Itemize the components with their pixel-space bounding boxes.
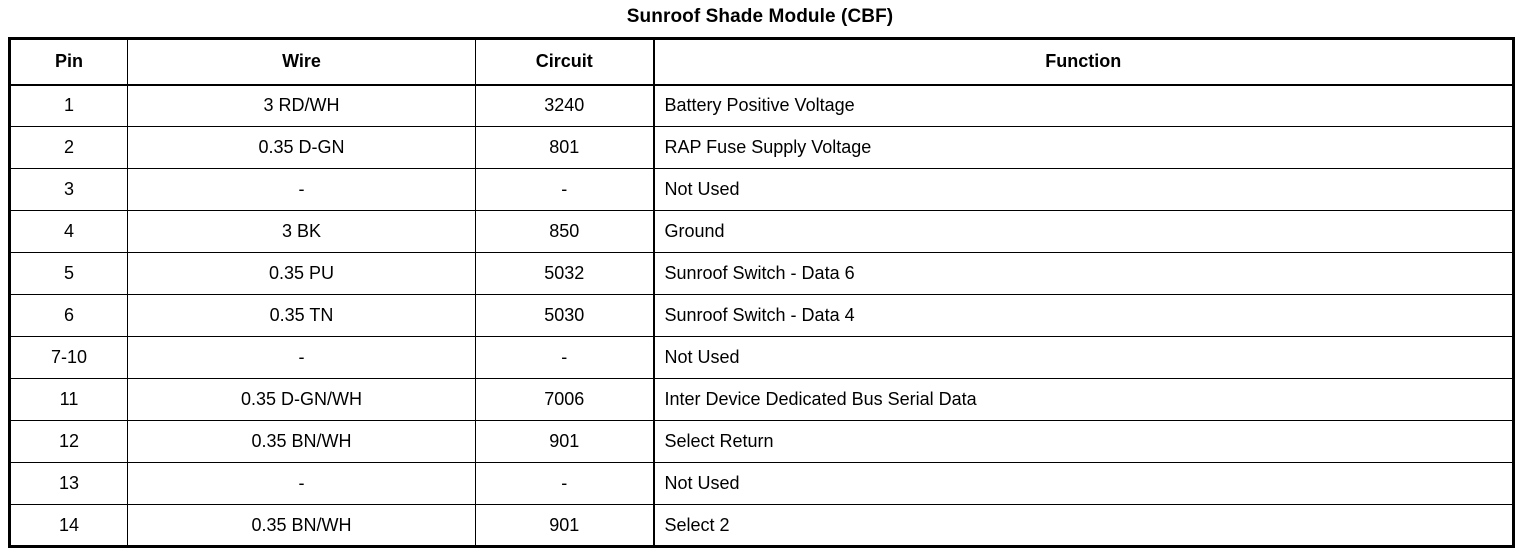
cell-pin: 11 (10, 379, 128, 421)
column-header-wire: Wire (128, 39, 476, 85)
cell-pin: 6 (10, 295, 128, 337)
cell-circuit: 7006 (476, 379, 654, 421)
pinout-table (8, 37, 1515, 548)
cell-pin: 13 (10, 463, 128, 505)
cell-function: Sunroof Switch - Data 4 (654, 295, 1514, 337)
cell-wire: 3 BK (128, 211, 476, 253)
cell-wire: 0.35 PU (128, 253, 476, 295)
cell-pin: 5 (10, 253, 128, 295)
column-header-function: Function (654, 39, 1514, 85)
column-header-circuit: Circuit (476, 39, 654, 85)
table-row (10, 211, 1514, 253)
cell-pin: 1 (10, 85, 128, 127)
cell-wire: 0.35 BN/WH (128, 421, 476, 463)
cell-function: Select 2 (654, 505, 1514, 547)
cell-pin: 4 (10, 211, 128, 253)
cell-function: Select Return (654, 421, 1514, 463)
page-title: Sunroof Shade Module (CBF) (626, 6, 894, 27)
table-row (10, 85, 1514, 127)
table-row (10, 463, 1514, 505)
table-row (10, 169, 1514, 211)
cell-pin: 12 (10, 421, 128, 463)
cell-pin: 3 (10, 169, 128, 211)
cell-function: Not Used (654, 337, 1514, 379)
cell-wire: - (128, 463, 476, 505)
cell-function: Inter Device Dedicated Bus Serial Data (654, 379, 1514, 421)
cell-circuit: - (476, 337, 654, 379)
table-header-row (10, 39, 1514, 85)
cell-function: RAP Fuse Supply Voltage (654, 127, 1514, 169)
table-row (10, 505, 1514, 547)
cell-circuit: 850 (476, 211, 654, 253)
cell-function: Not Used (654, 169, 1514, 211)
cell-wire: 0.35 D-GN/WH (128, 379, 476, 421)
cell-circuit: 5030 (476, 295, 654, 337)
cell-wire: 3 RD/WH (128, 85, 476, 127)
cell-circuit: 901 (476, 421, 654, 463)
cell-function: Ground (654, 211, 1514, 253)
cell-pin: 7-10 (10, 337, 128, 379)
cell-circuit: 801 (476, 127, 654, 169)
table-row (10, 253, 1514, 295)
table-row (10, 379, 1514, 421)
table-row (10, 337, 1514, 379)
table-header (10, 39, 1514, 85)
table-row (10, 295, 1514, 337)
cell-pin: 2 (10, 127, 128, 169)
cell-circuit: 3240 (476, 85, 654, 127)
cell-function: Not Used (654, 463, 1514, 505)
cell-wire: 0.35 TN (128, 295, 476, 337)
cell-wire: 0.35 BN/WH (128, 505, 476, 547)
cell-wire: - (128, 169, 476, 211)
cell-function: Battery Positive Voltage (654, 85, 1514, 127)
table-row (10, 421, 1514, 463)
cell-circuit: - (476, 169, 654, 211)
table-row (10, 127, 1514, 169)
cell-wire: - (128, 337, 476, 379)
table-body (10, 85, 1514, 547)
cell-wire: 0.35 D-GN (128, 127, 476, 169)
cell-pin: 14 (10, 505, 128, 547)
cell-circuit: 901 (476, 505, 654, 547)
cell-function: Sunroof Switch - Data 6 (654, 253, 1514, 295)
cell-circuit: 5032 (476, 253, 654, 295)
cell-circuit: - (476, 463, 654, 505)
pinout-table-container (0, 37, 1520, 548)
column-header-pin: Pin (10, 39, 128, 85)
